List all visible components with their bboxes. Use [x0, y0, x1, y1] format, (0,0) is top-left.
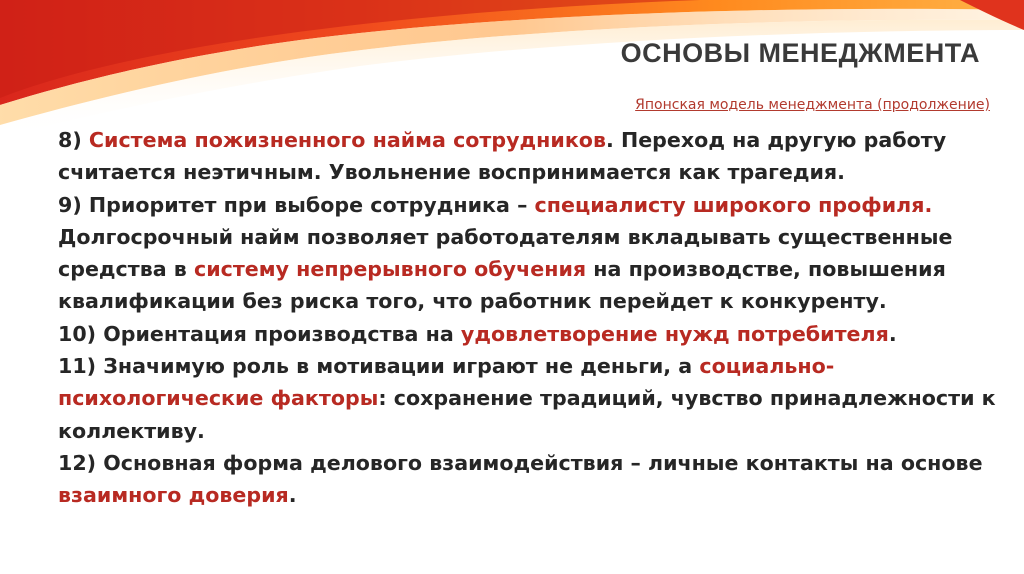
- item-highlight: взаимного доверия: [58, 483, 289, 508]
- item-highlight: Система пожизненного найма сотрудников: [88, 128, 606, 152]
- flame-swoosh-decoration: [0, 0, 1024, 140]
- slide-title: ОСНОВЫ МЕНЕДЖМЕНТА: [620, 38, 980, 68]
- list-item: [58, 124, 998, 189]
- list-item: [58, 350, 998, 447]
- list-item: [58, 189, 998, 318]
- item-text: .: [888, 321, 897, 346]
- item-text: 9) Приоритет при выборе сотрудника –: [58, 192, 535, 217]
- item-text: 12) Основная форма делового взаимодействия – личные контакты на основе: [58, 450, 983, 475]
- item-highlight: систему непрерывного обучения: [194, 257, 587, 282]
- item-text: .: [288, 483, 297, 508]
- item-text: Долгосрочный найм позволяет работодателям вкладывать существенные средства в: [58, 224, 953, 282]
- item-highlight: социально-психологические факторы: [58, 354, 835, 411]
- item-text: . Переход на другую работу считается неэтичным. Увольнение воспринимается как трагедия.: [58, 128, 947, 185]
- slide-body: [58, 124, 998, 512]
- item-highlight: специалисту широкого профиля.: [534, 192, 933, 217]
- slide-subtitle: Японская модель менеджмента (продолжение): [635, 97, 990, 113]
- item-text: : сохранение традиций, чувство принадлежности к коллективу.: [58, 386, 996, 443]
- item-text: 8): [58, 128, 89, 152]
- item-text: 10) Ориентация производства на: [58, 321, 461, 346]
- item-highlight: удовлетворение нужд потребителя: [460, 321, 889, 346]
- list-item: [58, 447, 998, 512]
- item-text: 11) Значимую роль в мотивации играют не деньги, а: [58, 354, 700, 379]
- item-text: на производстве, повышения квалификации без риска того, что работник перейдет к конкуренту.: [58, 257, 946, 314]
- list-item: [58, 318, 998, 350]
